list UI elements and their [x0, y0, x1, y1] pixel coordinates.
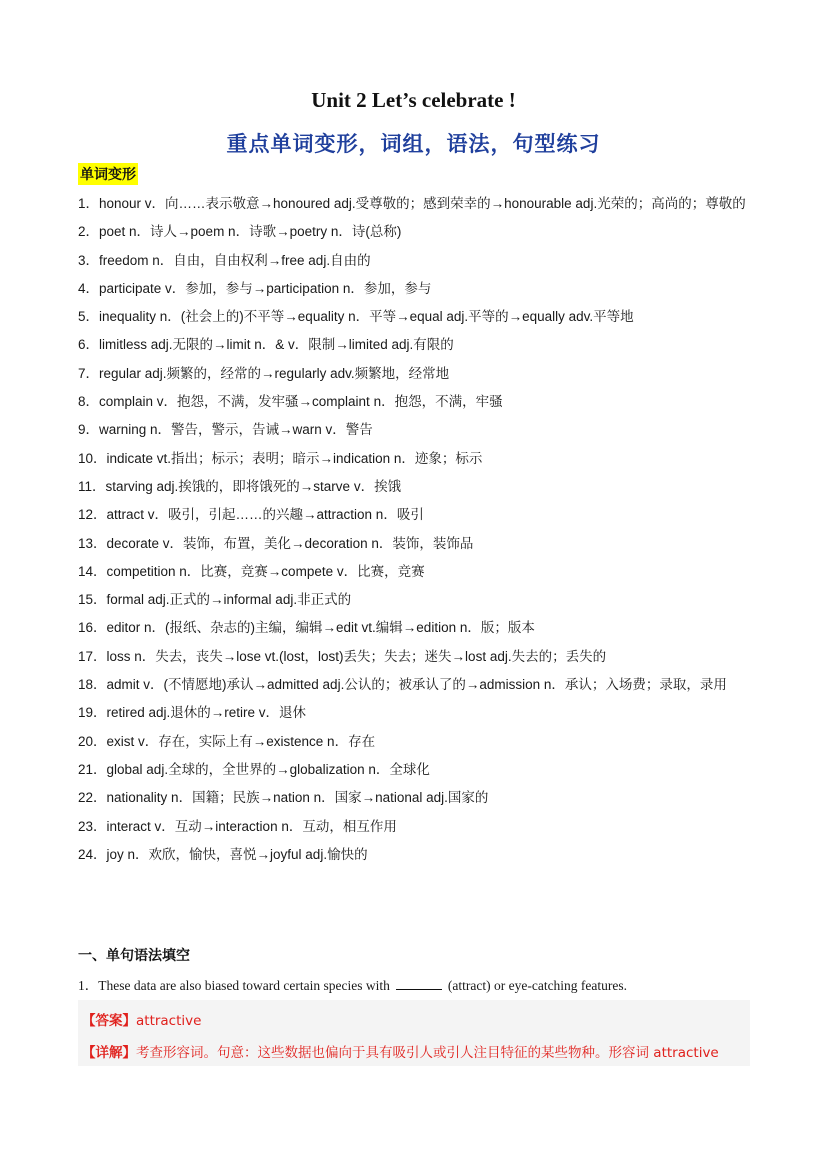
question-text-before: 1．These data are also biased toward certain species with: [78, 978, 390, 993]
vocab-item: 11．starving adj.挨饿的，即将饿死的→starve v．挨饿: [78, 478, 402, 494]
vocab-item: 19．retired adj.退休的→retire v．退休: [78, 705, 307, 721]
vocab-item: 24．joy n．欢欣，愉快，喜悦→joyful adj.愉快的: [78, 846, 368, 862]
vocab-item: 9．warning n．警告，警示，告诫→warn v．警告: [78, 422, 373, 438]
vocab-item: 10．indicate vt.指出；标示；表明；暗示→indication n．迹象；标示: [78, 450, 483, 466]
vocab-item: 7．regular adj.频繁的，经常的→regularly adv.频繁地，经常地: [78, 365, 450, 381]
vocab-item: 2．poet n．诗人→poem n．诗歌→poetry n．诗(总称): [78, 224, 402, 240]
answer-value: attractive: [136, 1013, 202, 1029]
vocab-item: 6．limitless adj.无限的→limit n．& v．限制→limited adj.有限的: [78, 337, 454, 353]
question-1: [78, 974, 750, 994]
question-text-after: (attract) or eye-catching features.: [447, 978, 628, 993]
section-heading-vocab: 单词变形: [78, 163, 138, 185]
vocab-item: 13．decorate v．装饰，布置，美化→decoration n．装饰，装饰品: [78, 535, 474, 551]
vocab-item: 1．honour v．向……表示敬意→honoured adj.受尊敬的；感到荣幸的→honourable adj.光荣的；高尚的；尊敬的: [78, 196, 746, 211]
vocab-item: 3．freedom n．自由，自由权利→free adj.自由的: [78, 252, 371, 268]
vocab-item: 22．nationality n．国籍；民族→nation n．国家→national adj.国家的: [78, 790, 489, 806]
vocab-list: [78, 190, 750, 869]
page-subtitle: 重点单词变形，词组，语法，句型练习: [226, 132, 601, 156]
vocab-item: 17．loss n．失去，丧失→lose vt.(lost，lost)丢失；失去；迷失→lost adj.失去的；丢失的: [78, 648, 607, 664]
vocab-item: 8．complain v．抱怨，不满，发牢骚→complaint n．抱怨，不满，牢骚: [78, 394, 503, 410]
answer-blank[interactable]: [396, 977, 442, 990]
vocab-item: 4．participate v．参加，参与→participation n．参加，参与: [78, 280, 432, 296]
detail-text: 考查形容词。句意：这些数据也偏向于具有吸引人或引人注目特征的某些物种。形容词 attractive: [136, 1045, 719, 1061]
vocab-item: 18．admit v．(不情愿地)承认→admitted adj.公认的；被承认了的→admission n．承认；入场费；录取，录用: [78, 677, 727, 693]
page-title: Unit 2 Let’s celebrate !: [311, 88, 516, 112]
vocab-item: 5．inequality n．(社会上的)不平等→equality n．平等→equal adj.平等的→equally adv.平等地: [78, 309, 634, 325]
vocab-item: 14．competition n．比赛，竞赛→compete v．比赛，竞赛: [78, 563, 425, 579]
detail-line: [82, 1041, 719, 1061]
section-heading-grammar: 一、单句语法填空: [78, 948, 190, 964]
vocab-item: 12．attract v．吸引，引起……的兴趣→attraction n．吸引: [78, 507, 424, 523]
answer-box: [78, 1000, 750, 1066]
vocab-item: 23．interact v．互动→interaction n．互动，相互作用: [78, 818, 397, 834]
vocab-item: 20．exist v．存在，实际上有→existence n．存在: [78, 733, 376, 749]
vocab-item: 21．global adj.全球的，全世界的→globalization n．全球化: [78, 761, 430, 777]
vocab-item: 16．editor n．(报纸、杂志的)主编，编辑→edit vt.编辑→edition n．版；版本: [78, 620, 535, 636]
detail-label: 【详解】: [82, 1045, 136, 1061]
answer-line: [82, 1009, 201, 1029]
vocab-item: 15．formal adj.正式的→informal adj.非正式的: [78, 592, 352, 608]
answer-label: 【答案】: [82, 1013, 136, 1029]
